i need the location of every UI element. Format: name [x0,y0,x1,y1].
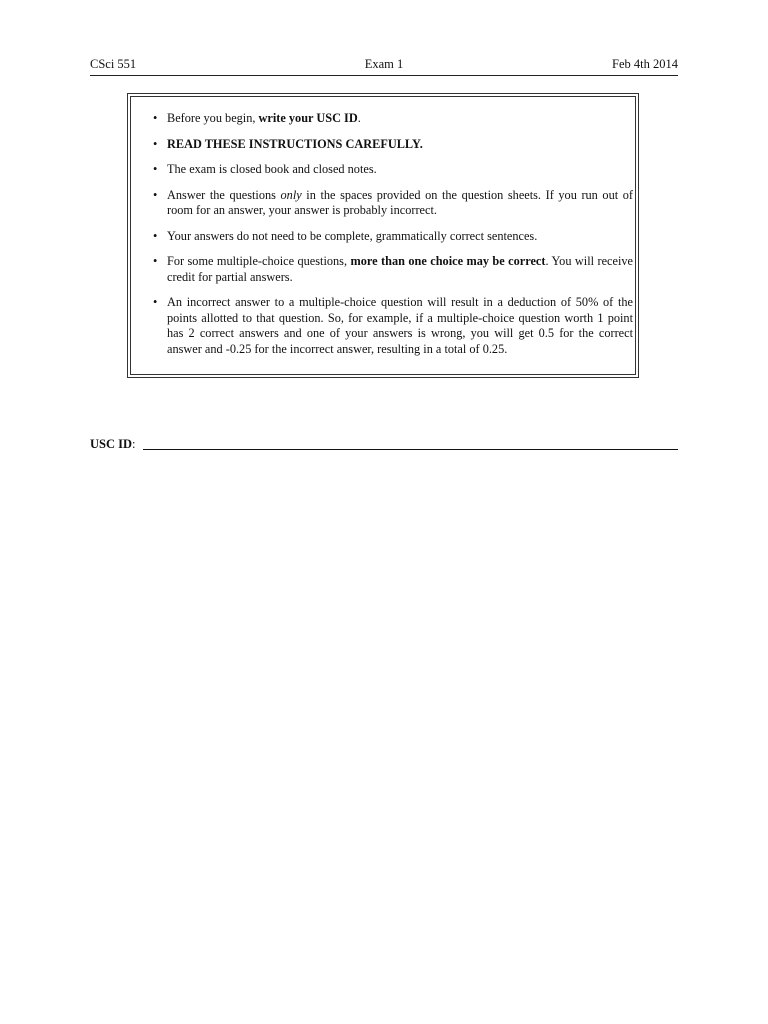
bullet-icon: • [153,162,158,176]
instructions-box [127,93,639,378]
bullet-icon: • [153,187,158,202]
instruction-item-3 [153,162,633,178]
instruction-item-1 [153,111,633,127]
instruction-item-7 [153,295,633,357]
instruction-text: in the spaces provided on the question sheets. If you run out of room for an answer, your answer is probably incorrect. [167,187,633,217]
header-rule [90,75,678,76]
instruction-item-2 [153,137,633,153]
instruction-text: The exam is closed book and closed notes. [167,162,377,176]
instruction-item-6 [153,254,633,285]
bullet-icon: • [153,254,158,268]
usc-id-colon: : [132,437,136,451]
instruction-emphasis: READ THESE INSTRUCTIONS CAREFULLY. [167,136,423,151]
course-code: CSci 551 [90,57,137,71]
instruction-item-4 [153,188,633,219]
instruction-text: For some multiple-choice questions, [167,254,351,268]
instruction-text: Your answers do not need to be complete, grammatically correct sentences. [167,228,538,243]
bullet-icon: • [153,295,158,309]
exam-title: Exam 1 [364,57,404,71]
bullet-icon: • [153,111,158,125]
usc-id-label [90,437,136,452]
page-header [90,57,678,75]
instruction-italic: only [280,187,302,202]
instruction-text: Before you begin, [167,111,259,125]
instruction-emphasis: more than one choice may be correct [350,254,546,268]
instruction-item-5 [153,229,633,245]
usc-id-label-text: USC ID [90,437,133,451]
instructions-box-inner [130,96,636,375]
bullet-icon: • [153,136,158,151]
usc-id-field[interactable] [90,437,678,453]
instruction-text: An incorrect answer to a multiple-choice question will result in a deduction of 50% of the points allotted to that question. So, for example, if a multiple-choice question worth 1 point has 2 correct answers and one of your answers is wrong, you will get 0.5 for the correct answer and -0.25 for the incorrect answer, resulting in a total of 0.25. [167,295,633,356]
instruction-text: Answer the questions [167,187,281,202]
instructions-list [153,111,633,367]
instruction-text: . You will receive credit for partial answers. [167,254,633,284]
instruction-emphasis: write your USC ID [258,111,358,125]
usc-id-answer-line[interactable] [143,449,678,450]
exam-date: Feb 4th 2014 [612,57,678,71]
bullet-icon: • [153,228,158,243]
instruction-text: . [357,111,361,125]
